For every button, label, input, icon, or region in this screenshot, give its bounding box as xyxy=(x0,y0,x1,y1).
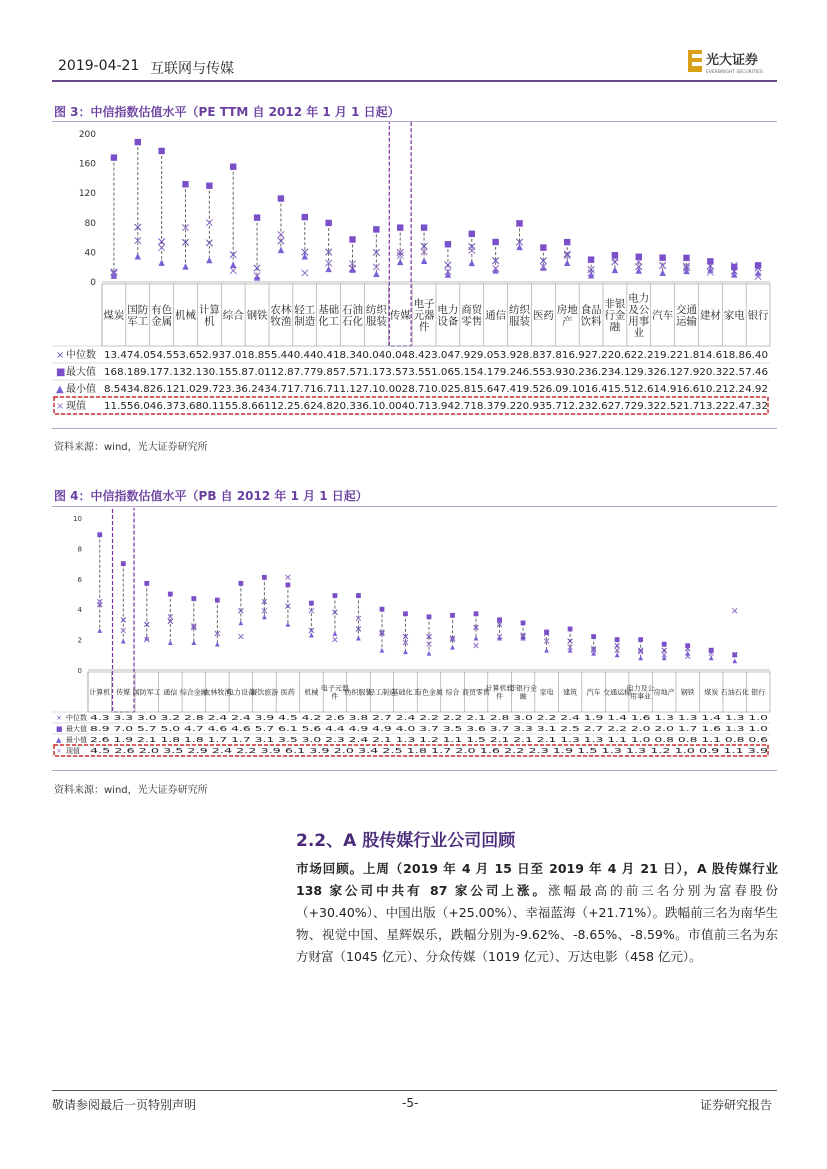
max-marker xyxy=(659,254,665,260)
min-marker xyxy=(403,649,408,654)
max-marker xyxy=(427,614,432,619)
max-marker xyxy=(636,254,642,260)
category-point-group xyxy=(97,532,102,633)
category-point-group xyxy=(427,614,432,655)
max-marker xyxy=(588,256,594,262)
category-point-group xyxy=(333,593,338,642)
category-label: 有色 xyxy=(151,303,173,316)
max-marker xyxy=(638,637,643,642)
category-point-group xyxy=(588,256,594,278)
category-label: 通信 xyxy=(163,688,178,697)
brand-logo xyxy=(686,47,786,77)
table-row-values: 8.5434.826.121.029.723.36.2434.717.716.711.127.10.0028.710.025.815.647.419.526.09.1016.415.512.614.916.610.212.24.92 xyxy=(104,384,769,396)
min-marker xyxy=(731,271,737,277)
legend-symbol: ▲ xyxy=(56,384,64,396)
min-marker xyxy=(638,655,643,660)
category-label: 房地产 xyxy=(653,688,675,697)
category-point-group xyxy=(474,611,479,648)
max-marker xyxy=(158,148,164,154)
min-marker xyxy=(135,253,141,259)
legend-symbol: × xyxy=(56,350,65,362)
category-label: 纺织 xyxy=(509,303,530,316)
max-marker xyxy=(612,252,618,258)
min-marker xyxy=(215,642,220,647)
max-marker xyxy=(333,593,338,598)
footer-disclaimer: 敬请参阅最后一页特别声明 xyxy=(52,1098,197,1112)
min-marker xyxy=(325,266,331,272)
category-label: 综合金融 xyxy=(179,688,208,697)
category-point-group xyxy=(685,643,690,658)
max-marker xyxy=(492,239,498,245)
category-point-group xyxy=(445,241,451,278)
max-marker xyxy=(97,532,102,537)
category-label: 食品 xyxy=(580,303,602,316)
table-row-values: 8.9 7.0 5.7 5.0 4.7 4.6 4.6 5.7 6.1 5.6 4.4 4.9 4.9 4.0 3.7 3.5 3.6 3.7 3.3 3.1 2.5 2.7 2.2 2.0 2.0 1.7 1.6 1.3 1.0 xyxy=(90,724,768,733)
category-label: 钢铁 xyxy=(246,309,268,322)
max-marker xyxy=(685,643,690,648)
table-row-label: 中位数 xyxy=(66,350,96,362)
category-label: 建筑 xyxy=(563,688,578,697)
figure4-title: 图 4：中信指数估值水平（PB 自 2012 年 1 月 1 日起） xyxy=(54,489,368,503)
max-marker xyxy=(421,224,427,230)
figure3-source: 资料来源：wind，光大证券研究所 xyxy=(54,442,208,453)
max-marker xyxy=(450,613,455,618)
category-label: 机械 xyxy=(304,688,319,697)
category-point-group xyxy=(285,575,290,627)
category-label: 电力 xyxy=(437,303,459,316)
category-label: 餐饮旅游 xyxy=(250,688,279,697)
min-marker xyxy=(544,648,549,653)
category-label: 交通 xyxy=(676,303,697,316)
y-tick-label: 0 xyxy=(77,667,82,675)
min-marker xyxy=(732,658,737,663)
max-marker xyxy=(755,262,761,268)
category-point-group xyxy=(135,139,141,260)
footer-report-type: 证券研究报告 xyxy=(700,1098,773,1112)
category-label: 银行 xyxy=(751,688,766,697)
figure4-bottom-rule xyxy=(52,770,777,771)
category-label: 计算机软 xyxy=(485,684,514,693)
table-row-values: 4.3 3.3 3.0 3.2 2.8 2.4 2.4 3.9 4.5 4.2 2.6 3.8 2.7 2.4 2.2 2.2 2.1 2.8 3.0 2.2 2.4 1.9 1.4 1.6 1.3 1.3 1.4 1.3 1.0 xyxy=(90,713,768,722)
category-label: 计算机 xyxy=(89,688,111,697)
category-point-group xyxy=(732,608,737,663)
category-label: 汽车 xyxy=(652,309,674,322)
min-marker xyxy=(97,628,102,633)
min-marker xyxy=(659,269,665,275)
table-row-values: 168.189.177.132.130.155.87.0112.87.779.857.571.173.573.551.065.154.179.246.553.930.236.234.129.326.127.920.322.57.46 xyxy=(104,367,769,379)
max-marker xyxy=(732,652,737,657)
min-marker xyxy=(349,266,355,272)
category-label: 国防军工 xyxy=(132,688,161,697)
category-label: 通信 xyxy=(485,309,507,322)
max-marker xyxy=(144,581,149,586)
category-label: 石油 xyxy=(342,303,363,316)
category-label: 融 xyxy=(609,321,621,334)
category-label: 农林牧渔 xyxy=(203,688,232,697)
figure4-title-rule xyxy=(52,506,777,507)
category-label: 设备 xyxy=(437,315,459,328)
category-label: 件 xyxy=(418,321,430,334)
category-point-group xyxy=(168,592,173,645)
min-marker xyxy=(158,259,164,265)
category-label: 运输 xyxy=(676,315,697,328)
figure3-title: 图 3：中信指数估值水平（PE TTM 自 2012 年 1 月 1 日起） xyxy=(54,105,400,119)
category-label: 基础 xyxy=(318,303,340,316)
category-label: 传媒 xyxy=(116,688,131,697)
category-label: 交通运输 xyxy=(603,688,632,697)
category-label: 电子 xyxy=(413,298,435,311)
category-point-group xyxy=(230,164,236,274)
category-label: 综合 xyxy=(222,309,244,322)
category-label: 牧渔 xyxy=(270,315,292,328)
max-marker xyxy=(206,183,212,189)
category-label: 汽车 xyxy=(586,688,601,697)
category-point-group xyxy=(111,154,117,279)
category-label: 农林 xyxy=(270,303,292,316)
category-point-group xyxy=(612,252,618,273)
category-label: 非银行金 xyxy=(509,684,538,693)
category-point-group xyxy=(709,648,714,660)
category-point-group xyxy=(182,181,188,270)
category-label: 综合 xyxy=(445,688,460,697)
min-marker xyxy=(540,264,546,270)
category-point-group xyxy=(540,244,546,270)
category-point-group xyxy=(615,637,620,657)
max-marker xyxy=(445,241,451,247)
max-marker xyxy=(285,582,290,587)
table-row-label: 最大值 xyxy=(66,724,87,733)
category-point-group xyxy=(356,593,361,640)
max-marker xyxy=(564,239,570,245)
legend-symbol: ■ xyxy=(56,367,66,379)
max-marker xyxy=(615,637,620,642)
y-tick-label: 160 xyxy=(78,159,96,170)
max-marker xyxy=(356,593,361,598)
category-point-group xyxy=(325,220,331,272)
category-label: 医药 xyxy=(280,688,295,697)
category-label: 业 xyxy=(633,327,645,339)
max-marker xyxy=(302,214,308,220)
category-label: 电力设备 xyxy=(226,688,255,697)
category-point-group xyxy=(191,596,196,645)
category-point-group xyxy=(302,214,308,276)
category-label: 制造 xyxy=(294,315,316,328)
y-tick-label: 10 xyxy=(73,515,82,523)
legend-symbol: × xyxy=(56,713,62,722)
min-marker xyxy=(474,636,479,641)
max-marker xyxy=(349,236,355,242)
max-marker xyxy=(111,154,117,160)
footer-page-number: -5- xyxy=(402,1096,419,1110)
category-label: 服装 xyxy=(509,315,530,328)
category-label: 基础化工 xyxy=(391,688,420,697)
category-label: 电子元器 xyxy=(320,684,349,693)
category-point-group xyxy=(521,620,526,640)
min-marker xyxy=(469,260,475,266)
category-point-group xyxy=(497,617,502,640)
category-label: 件 xyxy=(496,692,504,701)
category-label: 件 xyxy=(331,692,339,701)
y-tick-label: 0 xyxy=(90,278,96,288)
category-label: 元器 xyxy=(413,309,435,322)
min-marker xyxy=(182,263,188,269)
category-point-group xyxy=(403,611,408,654)
category-label: 银行 xyxy=(747,309,769,322)
min-marker xyxy=(285,622,290,627)
category-label: 纺织 xyxy=(365,303,387,316)
max-marker xyxy=(262,575,267,580)
category-label: 房地 xyxy=(556,303,578,316)
pb-valuation-chart xyxy=(52,508,777,764)
max-marker xyxy=(521,620,526,625)
category-label: 家电 xyxy=(723,309,745,322)
category-label: 电力 xyxy=(628,292,650,305)
max-marker xyxy=(474,611,479,616)
table-row-label: 最小值 xyxy=(66,384,96,396)
max-marker xyxy=(683,255,689,261)
y-tick-label: 120 xyxy=(78,189,96,200)
logo-subtext: EVERBRIGHT SECURITIES xyxy=(706,70,763,75)
y-tick-label: 40 xyxy=(84,248,96,259)
min-marker xyxy=(238,620,243,625)
category-label: 建材 xyxy=(699,309,721,322)
min-marker xyxy=(709,655,714,660)
min-marker xyxy=(356,636,361,641)
min-marker xyxy=(191,640,196,645)
category-point-group xyxy=(492,239,498,274)
category-point-group xyxy=(254,214,260,280)
category-point-group xyxy=(144,581,149,642)
y-tick-label: 4 xyxy=(77,606,82,615)
max-marker xyxy=(230,164,236,170)
category-label: 机械 xyxy=(175,309,196,322)
category-label: 行金 xyxy=(604,309,626,322)
max-marker xyxy=(373,226,379,232)
category-point-group xyxy=(755,262,761,280)
max-marker xyxy=(191,596,196,601)
y-tick-label: 6 xyxy=(77,575,82,584)
max-marker xyxy=(516,220,522,226)
footer-rule xyxy=(52,1090,777,1091)
category-point-group xyxy=(707,258,713,275)
table-row-values: 4.5 2.6 2.0 3.5 2.9 2.4 2.2 3.9 6.1 3.9 2.0 3.4 2.5 1.8 1.7 2.0 1.6 2.2 2.3 1.9 1.5 1.3 1.3 1.2 1.0 0.9 1.1 3.9 xyxy=(90,746,768,755)
max-marker xyxy=(544,630,549,635)
max-marker xyxy=(215,598,220,603)
category-point-group xyxy=(638,637,643,660)
category-label: 金属 xyxy=(151,315,173,328)
category-label: 化工 xyxy=(318,315,340,328)
section-lead: 市场回顾。上周（2019 年 4 月 15 日至 2019 年 4 月 21 日），A 股传媒行业 138 家公司中共有 87 家公司上涨。 xyxy=(296,861,778,898)
category-point-group xyxy=(636,254,642,274)
table-row-label: 现值 xyxy=(66,401,86,413)
min-marker xyxy=(206,257,212,263)
max-marker xyxy=(469,231,475,237)
category-label: 融 xyxy=(519,692,527,701)
max-marker xyxy=(325,220,331,226)
category-label: 军工 xyxy=(127,315,149,328)
max-marker xyxy=(403,611,408,616)
category-label: 轻工制造 xyxy=(367,688,396,697)
min-marker xyxy=(262,614,267,619)
table-row-label: 最小值 xyxy=(66,735,87,744)
table-row-values: 11.556.046.373.680.1155.8.66112.25.624.820.336.10.0040.713.942.718.379.220.935.712.232.627.729.322.521.713.222.47.32 xyxy=(104,401,769,413)
min-marker xyxy=(373,271,379,277)
category-label: 产 xyxy=(561,315,573,328)
y-tick-label: 200 xyxy=(78,130,96,140)
category-label: 纺织服装 xyxy=(344,688,373,697)
category-label: 煤炭 xyxy=(103,309,125,322)
max-marker xyxy=(497,617,502,622)
category-point-group xyxy=(238,581,243,639)
max-marker xyxy=(254,214,260,220)
header-date: 2019-04-21 xyxy=(58,58,140,74)
category-point-group xyxy=(568,627,573,653)
logo-text: 光大证券 xyxy=(706,53,759,68)
max-marker xyxy=(182,181,188,187)
max-marker xyxy=(707,258,713,264)
category-label: 用事业 xyxy=(630,692,652,701)
category-label: 石化 xyxy=(342,315,363,328)
category-point-group xyxy=(683,255,689,274)
category-point-group xyxy=(469,231,475,266)
category-point-group xyxy=(516,220,522,250)
y-tick-label: 80 xyxy=(84,218,96,229)
category-label: 轻工 xyxy=(294,303,316,316)
legend-symbol: × xyxy=(56,746,62,755)
min-marker xyxy=(427,651,432,656)
figure4-source: 资料来源：wind，光大证券研究所 xyxy=(54,785,208,796)
min-marker xyxy=(309,633,314,638)
category-label: 煤炭 xyxy=(704,688,719,697)
min-marker xyxy=(333,631,338,636)
max-marker xyxy=(568,627,573,632)
table-row-values: 13.474.054.553.652.937.018.855.440.440.418.340.040.048.423.047.929.053.928.837.816.927.220.622.219.221.814.618.86.40 xyxy=(104,350,769,362)
min-marker xyxy=(564,260,570,266)
category-label: 有色金属 xyxy=(415,688,443,697)
category-point-group xyxy=(121,561,126,643)
max-marker xyxy=(731,264,737,270)
category-label: 电力及公 xyxy=(626,684,655,693)
table-row-label: 最大值 xyxy=(66,367,96,379)
legend-symbol: ▲ xyxy=(56,735,62,744)
category-point-group xyxy=(215,598,220,647)
category-label: 饮料 xyxy=(580,315,602,328)
category-label: 零售 xyxy=(461,315,483,328)
category-label: 传媒 xyxy=(389,309,411,322)
category-label: 计算 xyxy=(198,303,220,316)
category-point-group xyxy=(278,195,284,253)
min-marker xyxy=(278,247,284,253)
max-marker xyxy=(278,195,284,201)
max-marker xyxy=(309,601,314,606)
min-marker xyxy=(612,267,618,273)
category-point-group xyxy=(564,239,570,266)
table-row-label: 现值 xyxy=(66,746,80,755)
legend-symbol: × xyxy=(56,401,65,413)
max-marker xyxy=(709,648,714,653)
category-point-group xyxy=(731,262,737,277)
max-marker xyxy=(238,581,243,586)
min-marker xyxy=(230,262,236,268)
category-point-group xyxy=(380,607,385,653)
y-tick-label: 2 xyxy=(77,636,82,645)
category-label: 钢铁 xyxy=(680,688,695,697)
min-marker xyxy=(421,258,427,264)
category-point-group xyxy=(206,183,212,264)
category-point-group xyxy=(349,236,355,273)
min-marker xyxy=(121,639,126,644)
header-rule xyxy=(52,80,777,82)
section-body xyxy=(296,858,778,968)
category-label: 石油石化 xyxy=(720,688,749,697)
section-paragraph: 涨幅最高的前三名分别为富春股份（+30.40%）、中国出版（+25.00%）、幸福蓝海（+21.71%）。跌幅前三名为南华生物、视觉中国、星辉娱乐，跌幅分别为-9.62%、-8.65%、-8.59%。市值前三名为东方财富（1045 亿元）、分众传媒（1019 亿元）、万达电影（458 亿元）。 xyxy=(296,883,778,964)
pe-valuation-chart xyxy=(52,122,777,422)
legend-symbol: ■ xyxy=(56,724,63,733)
category-point-group xyxy=(450,613,455,650)
category-point-group xyxy=(262,575,267,619)
category-label: 商贸零售 xyxy=(462,688,491,697)
max-marker xyxy=(591,634,596,639)
min-marker xyxy=(615,652,620,657)
category-point-group xyxy=(397,224,403,265)
max-marker xyxy=(380,607,385,612)
category-label: 非银 xyxy=(604,298,626,311)
figure3-bottom-rule xyxy=(52,428,777,429)
category-label: 机 xyxy=(204,315,215,328)
category-label: 用事 xyxy=(628,315,650,328)
max-marker xyxy=(540,244,546,250)
category-point-group xyxy=(662,642,667,660)
category-label: 家电 xyxy=(539,688,554,697)
min-marker xyxy=(168,640,173,645)
header-title: 互联网与传媒 xyxy=(150,61,234,77)
table-row-values: 2.6 1.9 2.1 1.8 1.8 1.7 1.7 3.1 3.5 3.0 2.3 2.4 2.1 1.3 1.2 1.1 1.5 2.1 2.1 2.1 1.3 1.3 1.1 1.0 0.8 0.8 1.1 0.8 0.6 xyxy=(90,735,769,744)
section-title: 2.2、A 股传媒行业公司回顾 xyxy=(296,831,516,851)
min-marker xyxy=(450,645,455,650)
category-label: 及公 xyxy=(628,303,650,316)
category-point-group xyxy=(544,630,549,653)
y-tick-label: 8 xyxy=(77,545,82,554)
category-point-group xyxy=(659,254,665,275)
category-label: 商贸 xyxy=(461,303,483,316)
max-marker xyxy=(168,592,173,597)
min-marker xyxy=(397,259,403,265)
table-row-label: 中位数 xyxy=(66,713,87,722)
category-point-group xyxy=(591,634,596,656)
min-marker xyxy=(380,648,385,653)
category-label: 国防 xyxy=(127,303,149,316)
max-marker xyxy=(135,139,141,145)
category-point-group xyxy=(421,224,427,264)
category-point-group xyxy=(373,226,379,277)
category-label: 服装 xyxy=(365,315,387,328)
category-point-group xyxy=(309,601,314,638)
category-point-group xyxy=(158,148,164,266)
max-marker xyxy=(662,642,667,647)
max-marker xyxy=(397,224,403,230)
category-label: 医药 xyxy=(532,309,554,322)
max-marker xyxy=(121,561,126,566)
